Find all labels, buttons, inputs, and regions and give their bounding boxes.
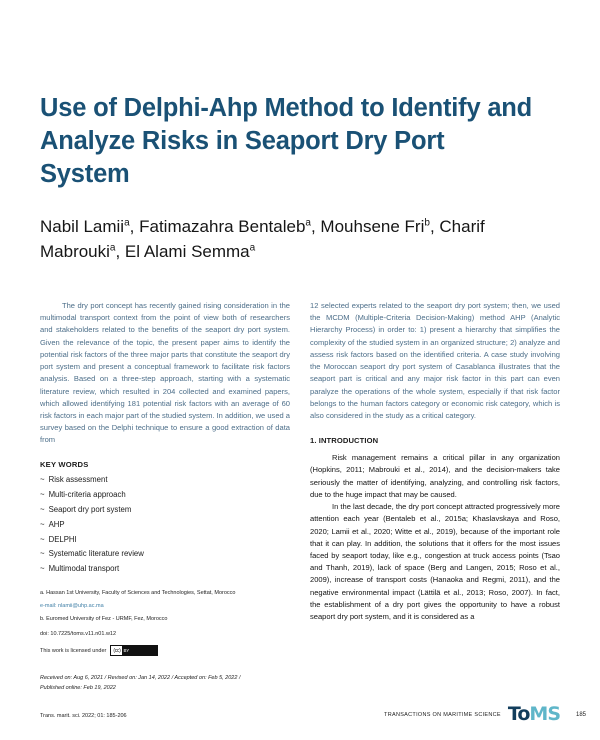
cc-logo-text: (cc): [113, 647, 121, 654]
publication-dates: [40, 674, 290, 693]
cc-by-text: BY: [122, 646, 157, 655]
journal-name: TRANSACTIONS ON MARITIME SCIENCE: [384, 712, 501, 718]
keyword-item: [40, 562, 290, 577]
author-name: Nabil Lamii: [40, 217, 125, 237]
introduction-paragraph-1-text: Risk management remains a critical pillar in any organization (Hopkins, 2011; Mabrouki et al., 2014), and the decision-makers take seriously the matter of identifying, analyzing, and controlling risk factors, due to the huge impact that may be caused.: [310, 453, 560, 499]
keyword-item: [40, 547, 290, 562]
page-number: 185: [575, 712, 586, 718]
author-affiliation-marker: b: [424, 217, 430, 229]
keyword-label: Risk assessment: [48, 474, 108, 484]
creative-commons-badge-icon[interactable]: [110, 645, 158, 656]
author-affiliation-marker: a: [109, 241, 116, 253]
keyword-label: Multi-criteria approach: [48, 489, 126, 499]
keyword-item: [40, 473, 290, 488]
dash-bullet-icon: ~: [40, 489, 45, 499]
author-email-link[interactable]: e-mail: nlamii@uhp.ac.ma: [40, 603, 104, 610]
dates-line-1: Received on: Aug 6, 2021 / Revised on: Jan 14, 2022 / Accepted on: Feb 5, 2022 /: [40, 675, 241, 682]
dash-bullet-icon: ~: [40, 474, 45, 484]
author-name: , Charif Mabrouki: [40, 217, 485, 261]
footer-citation: Trans. marit. sci. 2022; 01: 185-206: [40, 713, 127, 719]
author-affiliation-marker: a: [124, 217, 130, 229]
author-affiliation-marker: a: [249, 241, 256, 253]
dash-bullet-icon: ~: [40, 564, 45, 574]
abstract-right: 12 selected experts related to the seaport dry port system; then, we used the MCDM (Multiple-Criteria Decision-Making) method AHP (Analytic Hierarchy Process) in order to: 1) present a hierarchy that simplifies the complexity of the studied system in an organized structure; 2) analyze and assess risk factors based on the identified criteria. A case study involving the Moroccan seaport dry port system of Casablanca illustrates that the seaport part is critical and any major risk factor in this part can even paralyze the operations of the whole system, especially if that risk factor belongs to the human factors category or economic risk category, which is also considered in the study as a critical category.: [310, 301, 560, 420]
license-row: [40, 645, 290, 656]
keywords-heading: KEY WORDS: [40, 459, 89, 469]
dash-bullet-icon: ~: [40, 534, 45, 544]
affiliation-a: a. Hassan 1st University, Faculty of Sciences and Technologies, Settat, Morocco: [40, 590, 236, 597]
section-heading-introduction: 1. INTRODUCTION: [310, 436, 379, 446]
toms-logo-to: To: [507, 703, 530, 725]
footer-branding: [384, 703, 586, 725]
keyword-label: AHP: [48, 519, 65, 529]
two-column-body: [40, 300, 560, 694]
keyword-item: [40, 518, 290, 533]
author-list: [40, 191, 530, 263]
page-footer: [40, 696, 586, 725]
author-name: , El Alami Semma: [115, 241, 250, 261]
dates-line-2: Published online: Feb 19, 2022: [40, 684, 116, 691]
introduction-paragraph-2-text: In the last decade, the dry port concept attracted progressively more attention each year (Bentaleb et al., 2015a; Khaslavskaya and Roso, 2020; Lamii et al., 2020; Witte et al., 2019), because of the important role that it can play. In addition, the solutions that it offers for the most issues faced by seaport today, like e.g., congestion at truck access points (Tsao and Thanh, 2019), lack of space (Berg and Langen, 2015; Roso et al., 2009), increase of transport costs (Hanaoka and Regmi, 2011), and the negative environmental impact (Lättilä et al., 2013; Roso, 2007). In fact, the establishment of a dry port gives the opportunity to have a robust seaport dry port system, and it is considered as a: [310, 502, 560, 622]
keyword-item: [40, 533, 290, 548]
author-name: , Fatimazahra Bentaleb: [129, 217, 306, 237]
keywords-list: [40, 473, 290, 578]
keyword-label: Multimodal transport: [48, 564, 120, 574]
license-label: This work is licensed under: [40, 647, 107, 654]
dash-bullet-icon: ~: [40, 549, 45, 559]
keyword-item: [40, 503, 290, 518]
keyword-label: Systematic literature review: [48, 549, 144, 559]
author-name: , Mouhsene Fri: [310, 217, 425, 237]
introduction-paragraph-2: [310, 501, 560, 623]
keyword-label: Seaport dry port system: [48, 504, 132, 514]
page-title: Use of Delphi-Ahp Method to Identify and Analyze Risks in Seaport Dry Port System: [40, 94, 533, 189]
author-affiliation-marker: a: [305, 217, 311, 229]
affiliations-block: [40, 590, 290, 624]
abstract-left-text: The dry port concept has recently gained rising consideration in the multimodal transport context from the point of view both of researchers and stakeholders related to the benefits of the seaport dry port system. Given the relevance of the topic, the present paper aims to identify the potential risk factors of the three major parts that constitute the seaport dry port system and present a conceptual framework to facilitate risk factors analysis. Based on a three-step approach, starting with a systematic literature review, which resulted in 204 collected and examined papers, which allowed identifying 181 potential risk factors with an average of 60 risk factors in each major part of the studied system. In addition, we used a survey based on the Delphi technique to ensure a good extraction of data from: [40, 301, 291, 445]
keyword-item: [40, 488, 290, 503]
doi-link[interactable]: doi: 10.7225/toms.v11.n01.w12: [40, 631, 117, 638]
abstract-left: [40, 300, 290, 447]
dash-bullet-icon: ~: [40, 504, 45, 514]
dash-bullet-icon: ~: [40, 519, 45, 529]
left-column: [40, 300, 290, 694]
right-column: [310, 300, 560, 694]
toms-logo-icon: [508, 705, 560, 724]
introduction-paragraph-1: [310, 452, 560, 501]
toms-logo-ms: MS: [529, 703, 560, 725]
keyword-label: DELPHI: [48, 534, 77, 544]
affiliation-b: b. Euromed University of Fez - URMF, Fez, Morocco: [40, 616, 168, 623]
